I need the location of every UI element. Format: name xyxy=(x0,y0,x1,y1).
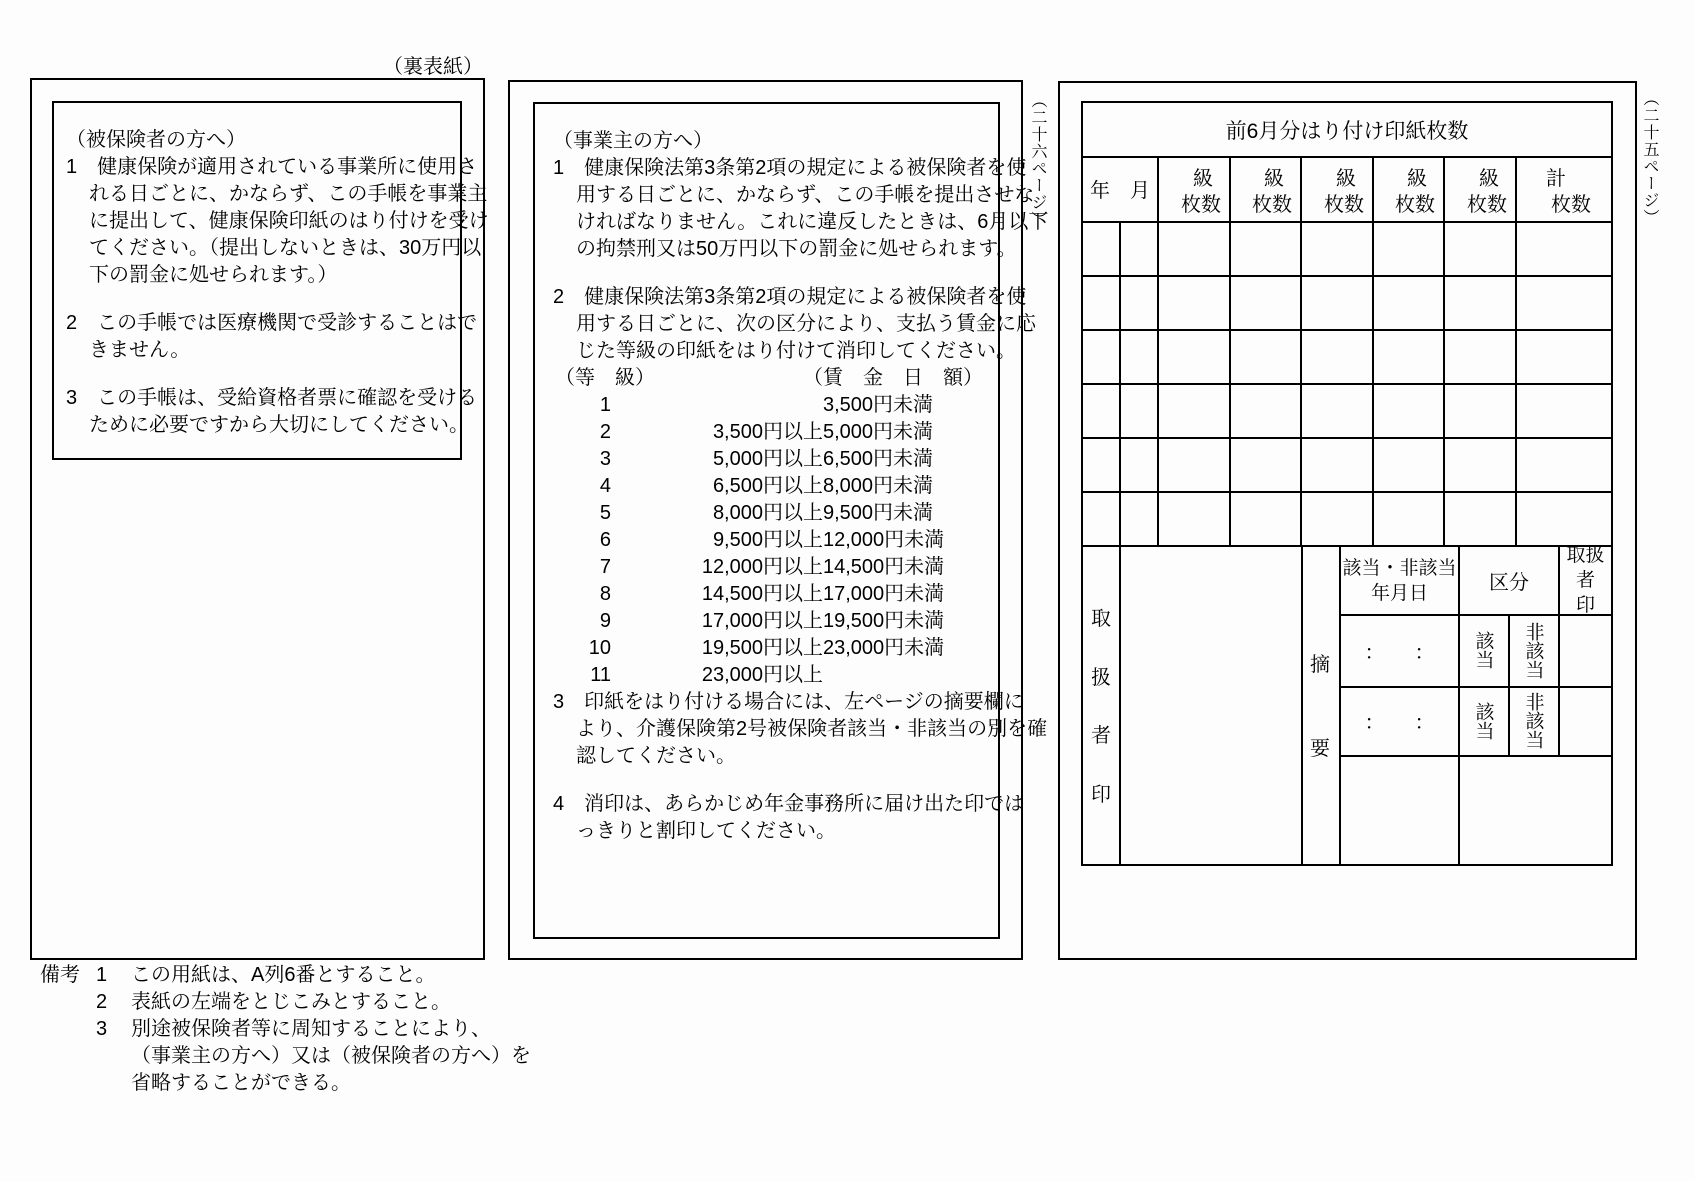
wage-from: 19,500円以上 xyxy=(701,637,823,659)
grade-number: 6 xyxy=(599,529,611,551)
applicability-date-header xyxy=(1341,547,1458,614)
applicability-date-header-line2: 年月日 xyxy=(1370,582,1428,604)
grade-number: 1 xyxy=(599,394,611,416)
grade-table xyxy=(553,392,992,689)
notice-line: 3 印紙をはり付ける場合には、左ページの摘要欄に xyxy=(553,691,1024,713)
count-label: 枚数 xyxy=(1181,194,1221,216)
notice-line: っきりと割印してください。 xyxy=(576,820,836,842)
notice-line: の拘禁刑又は50万円以下の罰金に処せられます。 xyxy=(576,238,1017,260)
stamp-count-panel xyxy=(1058,81,1637,960)
grid-line xyxy=(1083,221,1611,223)
wage-to: 9,500円未満 xyxy=(823,502,934,524)
level-label: 級 xyxy=(1264,168,1284,190)
handler-stamp-char: 取 xyxy=(1091,608,1111,631)
wage-from: 6,500円以上 xyxy=(712,475,823,497)
wage-from: 8,000円以上 xyxy=(712,502,823,524)
not-applicable-option xyxy=(1510,616,1556,684)
level-header-cell xyxy=(1157,156,1229,221)
level-header-cell xyxy=(1229,156,1300,221)
handler-stamp-char: 者 xyxy=(1091,725,1111,748)
remark-number xyxy=(96,1070,131,1097)
remark-number: 1 xyxy=(96,964,108,986)
wage-from: 14,500円以上 xyxy=(701,583,823,605)
grade-table-row xyxy=(553,473,992,500)
applicable-label: 該当 xyxy=(1472,701,1494,740)
wage-to: 19,500円未満 xyxy=(823,610,945,632)
grid-line xyxy=(1083,383,1611,385)
level-label: 級 xyxy=(1193,168,1213,190)
grade-table-row xyxy=(553,419,992,446)
wage-to: 17,000円未満 xyxy=(823,583,945,605)
notice-line: 用する日ごとに、かならず、この手帳を提出させな xyxy=(576,184,1035,206)
level-label: 級 xyxy=(1479,168,1499,190)
notice-line: きません。 xyxy=(89,339,191,361)
notice-line: 用する日ごとに、次の区分により、支払う賃金に応 xyxy=(576,313,1036,335)
grid-line xyxy=(1083,275,1611,277)
wage-to xyxy=(823,662,933,689)
notice-line: ければなりません。これに違反したときは、6月以下 xyxy=(576,211,1049,233)
not-applicable-label: 非該当 xyxy=(1522,692,1544,749)
grade-table-row xyxy=(553,446,992,473)
grade-number: 3 xyxy=(599,448,611,470)
notice-line: （被保険者の方へ） xyxy=(66,129,246,151)
applicable-option xyxy=(1460,616,1506,684)
notice-line: ために必要ですから大切にしてください。 xyxy=(89,414,469,436)
remarks-list xyxy=(96,962,531,1097)
grade-number: 2 xyxy=(599,421,611,443)
not-applicable-option xyxy=(1510,688,1556,753)
remark-text: 省略することができる。 xyxy=(131,1072,351,1094)
notice-line: 3 この手帳は、受給資格者票に確認を受ける xyxy=(66,387,478,409)
notice-line: （事業主の方へ） xyxy=(553,130,713,152)
handler-stamp-header-line1: 取扱者 xyxy=(1566,545,1605,591)
wage-to: 3,500円未満 xyxy=(823,394,934,416)
count-label: 枚数 xyxy=(1252,194,1292,216)
handler-stamp-header xyxy=(1560,547,1611,614)
level-label: 級 xyxy=(1336,168,1356,190)
wage-from: 12,000円以上 xyxy=(701,556,823,578)
grade-table-row xyxy=(553,500,992,527)
handler-stamp-char: 印 xyxy=(1091,783,1111,806)
grid-line xyxy=(1119,221,1121,545)
summary-char: 要 xyxy=(1310,738,1330,760)
remark-text: 表紙の左端をとじこみとすること。 xyxy=(131,991,451,1013)
remark-number: 3 xyxy=(96,1018,108,1040)
wage-to: 6,500円未満 xyxy=(823,448,934,470)
year-month-header: 年 月 xyxy=(1090,180,1150,202)
remark-number xyxy=(96,1043,131,1070)
employer-outro-text xyxy=(553,689,1048,845)
wage-to: 8,000円未満 xyxy=(823,475,934,497)
count-label: 枚数 xyxy=(1467,194,1507,216)
handler-stamp-header-line2: 印 xyxy=(1575,595,1595,616)
summary-column-label xyxy=(1301,545,1339,864)
notice-line: 2 健康保険法第3条第2項の規定による被保険者を使 xyxy=(553,286,1027,308)
remark-row xyxy=(96,1043,531,1070)
stamp-table-title: 前6月分はり付け印紙枚数 xyxy=(1225,119,1469,143)
grid-line xyxy=(1083,491,1611,493)
notice-line: じた等級の印紙をはり付けて消印してください。 xyxy=(576,340,1016,362)
remark-text: 別途被保険者等に周知することにより、 xyxy=(131,1018,491,1040)
grid-line xyxy=(1083,329,1611,331)
notice-line: 2 この手帳では医療機関で受診することはで xyxy=(66,312,478,334)
notice-line: 認してください。 xyxy=(576,745,736,767)
applicability-date-field: ： ： xyxy=(1364,641,1435,664)
wage-from: 23,000円以上 xyxy=(701,664,823,686)
notice-line: に提出して、健康保険印紙のはり付けを受け xyxy=(89,210,489,232)
wage-to: 23,000円未満 xyxy=(823,637,945,659)
insured-panel xyxy=(30,78,489,960)
remark-number: 2 xyxy=(96,991,108,1013)
level-header-cell xyxy=(1443,156,1515,221)
grade-number: 8 xyxy=(599,583,611,605)
remarks-section xyxy=(40,962,531,1097)
total-header-cell xyxy=(1515,156,1611,221)
grade-table-row xyxy=(553,635,992,662)
count-label: 枚数 xyxy=(1551,194,1591,216)
category-header: 区分 xyxy=(1489,572,1529,594)
notice-line: 下の罰金に処せられます。） xyxy=(89,264,338,286)
notice-line: てください。（提出しないときは、30万円以 xyxy=(89,237,482,259)
wage-from xyxy=(611,392,823,419)
grade-column-header: （等 級） xyxy=(555,367,655,389)
grade-table-row xyxy=(553,662,992,689)
notice-line: 1 健康保険が適用されている事業所に使用さ xyxy=(66,156,478,178)
grade-table-row xyxy=(553,527,992,554)
wage-to: 14,500円未満 xyxy=(823,556,945,578)
remark-row xyxy=(96,989,531,1016)
wage-to: 5,000円未満 xyxy=(823,421,934,443)
grid-line xyxy=(1119,545,1121,864)
grid-line xyxy=(1083,437,1611,439)
level-header-cell xyxy=(1300,156,1372,221)
total-label: 計 xyxy=(1546,168,1566,190)
grade-table-row xyxy=(553,608,992,635)
insured-notice-box xyxy=(52,101,489,460)
grade-number: 9 xyxy=(599,610,611,632)
not-applicable-label: 非該当 xyxy=(1522,621,1544,679)
grade-table-header xyxy=(553,365,992,392)
grade-number: 11 xyxy=(590,664,611,686)
grade-table-row xyxy=(553,392,992,419)
handler-stamp-column-label xyxy=(1083,545,1119,864)
level-header-cell xyxy=(1372,156,1443,221)
handler-stamp-char: 扱 xyxy=(1091,666,1111,689)
applicable-label: 該当 xyxy=(1472,631,1494,669)
notice-line: 4 消印は、あらかじめ年金事務所に届け出た印では xyxy=(553,793,1025,815)
stamp-count-table xyxy=(1081,101,1613,866)
wage-from: 17,000円以上 xyxy=(701,610,823,632)
remark-row xyxy=(96,962,531,989)
remark-row xyxy=(96,1070,531,1097)
back-cover-label: （裏表紙） xyxy=(383,56,483,78)
wage-to: 12,000円未満 xyxy=(823,529,945,551)
wage-from: 3,500円以上 xyxy=(712,421,823,443)
remark-text: この用紙は、A列6番とすること。 xyxy=(131,964,436,986)
grade-table-row xyxy=(553,581,992,608)
applicability-date-header-line1: 該当・非該当 xyxy=(1342,557,1457,579)
count-label: 枚数 xyxy=(1324,194,1364,216)
remarks-label: 備考 xyxy=(40,964,80,986)
insured-notice-text xyxy=(54,103,489,439)
summary-char: 摘 xyxy=(1310,654,1330,676)
grade-number: 7 xyxy=(599,556,611,578)
grade-table-row xyxy=(553,554,992,581)
notice-line: れる日ごとに、かならず、この手帳を事業主 xyxy=(89,183,488,205)
applicability-date-field: ： ： xyxy=(1364,712,1435,734)
applicable-option xyxy=(1460,688,1506,753)
notice-line: より、介護保険第2号被保険者該当・非該当の別を確 xyxy=(576,718,1048,740)
grade-number: 4 xyxy=(599,475,611,497)
notice-line: 1 健康保険法第3条第2項の規定による被保険者を使 xyxy=(553,157,1027,179)
level-label: 級 xyxy=(1407,168,1427,190)
count-label: 枚数 xyxy=(1395,194,1435,216)
grade-number: 5 xyxy=(599,502,611,524)
page-25-label: （二十五ページ） xyxy=(1641,90,1658,226)
wage-column-header: （賃 金 日 額） xyxy=(803,367,983,389)
page-26-label: （二十六ページ） xyxy=(1029,92,1046,228)
remark-text: （事業主の方へ）又は（被保険者の方へ）を xyxy=(131,1045,531,1067)
grade-number: 10 xyxy=(588,637,611,659)
grid-line xyxy=(1339,755,1611,757)
wage-from: 5,000円以上 xyxy=(712,448,823,470)
remark-row xyxy=(96,1016,531,1043)
wage-from: 9,500円以上 xyxy=(712,529,823,551)
